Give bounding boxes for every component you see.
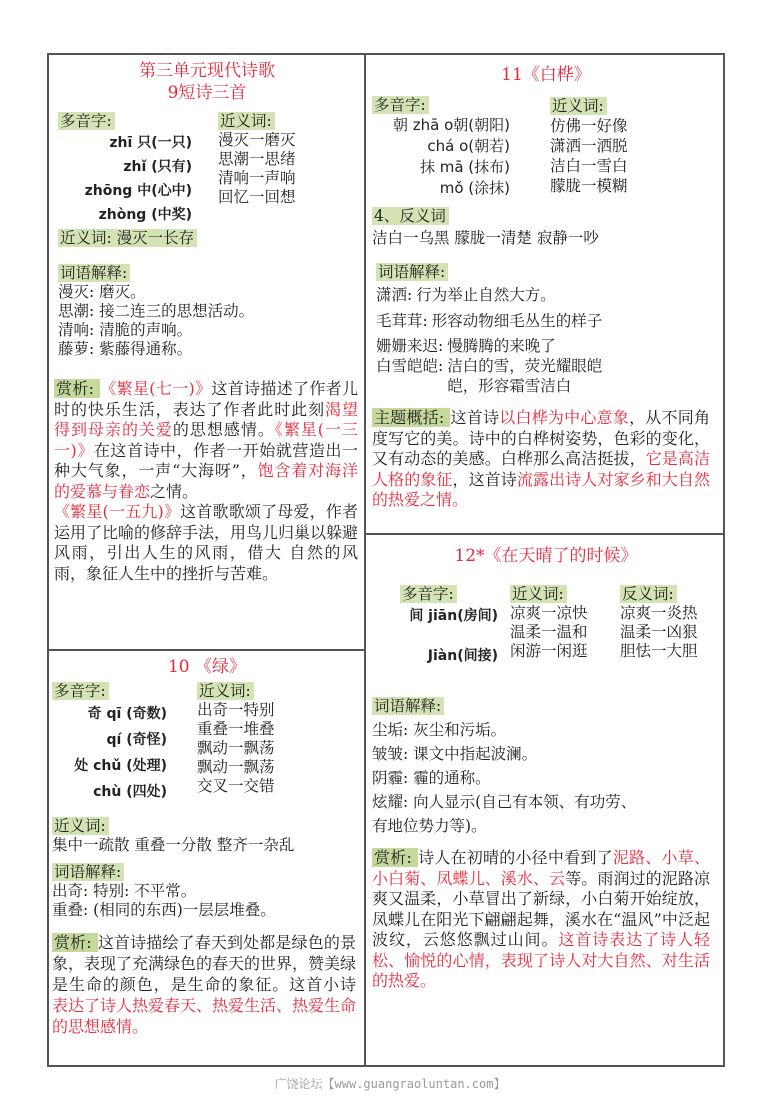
synonym-item: 清响一声响 [218,169,296,187]
polyphone-item: zhōng 中(心中) [84,183,192,199]
synonym-item: 交叉一交错 [197,777,275,795]
vocab-item: 炫耀: 向人显示(自己有本领、有功劳、 [372,793,637,811]
right-section-divider [365,533,725,535]
analysis-segment: 这首诗描述了作者儿时的快乐生活，表达了作者此时此刻 [54,379,358,419]
vocab-item: 藤萝: 紫藤得通称。 [58,340,193,358]
synonym-item: 飘动一飘荡 [197,758,275,776]
synonym-item: 朦胧一模糊 [550,177,628,195]
vocab-label: 词语解释: [58,264,130,282]
theme-segment: 以白桦为中心意象 [499,408,630,427]
synonym-item: 思潮一思绪 [218,150,296,168]
synonym-item: 重叠一堆叠 [197,720,275,738]
theme-label: 主题概括: [372,408,450,427]
footer-watermark: 广饶论坛【www.guangraoluntan.com】 [274,1077,506,1091]
analysis-segment: 《繁星(一五九)》 [54,502,181,521]
synonym-item: 飘动一飘荡 [197,739,275,757]
vocab-item: 有地位势力等)。 [372,817,487,835]
polyphone-item: 间 jiān(房间) [409,608,498,624]
polyphone-item: chù (四处) [93,784,167,800]
analysis-segment: 饱含着对海洋的爱慕与眷恋 [54,461,358,501]
vocab-item: 毛茸茸: 形容动物细毛丛生的样子 [376,312,603,330]
theme-segment: 它是高洁人格的象征 [372,449,710,489]
polyphone-item: chá o(朝若) [427,137,510,155]
vocab-item: 尘垢: 灰尘和污垢。 [372,721,507,739]
polyphone-item: Jiàn(间接) [427,648,498,664]
analysis-segment: 诗人在初晴的小径中看到了 [417,848,613,867]
antonyms-line: 集中一疏散 重叠一分散 整齐一杂乱 [52,836,295,854]
lesson-12-analysis [372,848,710,992]
analysis-segment: 这首诗描绘了春天到处都是绿色的景象，表现了充满绿色的春天的世界，赞美绿是生命的颜色，是生命的象征。这首小诗 [52,933,357,994]
vocab-item: 白雪皑皑: 洁白的雪，荧光耀眼皑皑，形容霜雪洁白 [376,357,603,395]
synonym-item: 洁白一雪白 [550,157,628,175]
vocab-item: 皱皱: 课文中指起波澜。 [372,745,538,763]
lesson-12-title: 12*《在天晴了的时候》 [454,546,638,566]
lesson-9-title: 9短诗三首 [167,83,247,103]
polyphone-item: qí (奇怪) [106,732,167,748]
polyphone-item: zhǐ (只有) [123,159,192,175]
polyphones-label: 多音字: [372,96,429,114]
lesson-9-analysis [54,379,358,584]
polyphone-item: 抹 mā (抹布) [419,158,510,176]
analysis-label: 赏析: [52,933,98,952]
analysis-segment: 《繁星(七一)》 [100,379,212,398]
synonyms-label: 近义词: [510,585,567,603]
vocab-item: 思潮: 接二连三的思想活动。 [58,302,255,320]
polyphone-item: 奇 qī (奇数) [87,706,167,722]
lesson-10-title: 10 《绿》 [167,657,247,677]
lesson-11-panel [370,64,722,511]
analysis-segment: 渴望得到母亲的关爱 [54,399,358,439]
antonyms-line: 洁白一乌黑 朦胧一清楚 寂静一吵 [372,229,599,247]
analysis-label: 赏析: [54,379,100,398]
synonym-item: 出奇一特别 [197,701,275,719]
vocab-item: 潇洒: 行为举止自然大方。 [376,286,556,304]
antonym-item: 温柔一凶狠 [620,623,698,641]
analysis-segment: 这首诗表达了诗人轻松、愉悦的心情，表现了诗人对大自然、对生活的热爱。 [372,930,710,990]
synonym-item: 仿佛一好像 [550,117,628,135]
vocab-item: 漫灭: 磨灭。 [58,283,146,301]
analysis-segment: 的思想感情。 [172,420,275,439]
vocab-label: 词语解释: [376,263,448,281]
vocab-label: 词语解释: [52,863,124,881]
column-divider [364,53,366,1067]
theme-segment: ，这首诗 [452,469,517,489]
polyphone-item: zhī 只(一只) [109,135,192,151]
lesson-11-theme [372,408,710,511]
polyphone-item: mǒ (涂抹) [439,179,510,197]
vocab-label: 词语解释: [372,697,444,715]
synonym-item: 漫灭一磨灭 [218,131,296,149]
polyphone-item: 处 chǔ (处理) [74,758,167,774]
antonyms-label: 4、反义词 [372,207,449,225]
antonyms-label: 反义词: [620,585,677,603]
polyphone-item: 朝 zhā o朝(朝阳) [393,116,510,134]
synonym-item: 凉爽一凉快 [510,604,588,622]
antonyms-label: 近义词: [52,817,109,835]
synonyms-label: 近义词: [550,97,607,115]
analysis-segment: 在这首诗中，作者一开始就营造出一种大气象，一声“大海呀”， [54,440,358,480]
vocab-item: 重叠: (相同的东西)一层层堆叠。 [52,901,276,919]
synonym-item: 温柔一温和 [510,623,588,641]
lesson-12-panel [370,545,722,992]
analysis-segment: 等。雨润过的泥路凉爽又温柔，小草冒出了新绿，小白菊开始绽放，凤蝶儿在阳光下翩翩起舞，溪水在“温风”中泛起波纹，云悠悠飘过山间。 [372,868,710,949]
polyphone-item: zhòng (中奖) [98,207,192,223]
lesson-11-title: 11《白桦》 [501,65,591,85]
antonym-item: 胆怯一大胆 [620,642,698,660]
synonyms-label: 近义词: [197,682,254,700]
synonym-extra: 近义词: 漫灭一长存 [58,229,197,247]
synonyms-label: 近义词: [218,112,275,130]
theme-segment: ，从不同角度写它的美。诗中的白桦树姿势，色彩的变化，又有动态的美感。白桦那么高洁挺拔， [372,408,710,468]
analysis-segment: 泥路、小草、小白菊、凤蝶儿、溪水、云 [372,848,710,888]
lesson-9-panel [52,60,362,584]
vocab-item: 出奇: 特别: 不平常。 [52,882,197,900]
unit-title: 第三单元现代诗歌 [139,61,275,81]
synonym-item: 闲游一闲逛 [510,642,588,660]
polyphones-label: 多音字: [52,682,109,700]
analysis-label: 赏析: [372,848,418,867]
analysis-segment: 这首歌歌颂了母爱，作者运用了比喻的修辞手法，用鸟儿归巢以躲避风雨，引出人生的风雨，借大 自然的风雨，象征人生中的挫折与苦难。 [54,502,359,583]
analysis-segment: 《繁星(一三一)》 [54,420,358,460]
left-section-divider [47,649,365,651]
theme-segment: 这首诗 [450,408,500,427]
analysis-segment: 表达了诗人热爱春天、热爱生活、热爱生命的思想感情。 [52,996,357,1036]
analysis-segment: 之情。 [150,481,199,501]
vocab-item: 阴霾: 霾的通称。 [372,769,491,787]
lesson-10-analysis [52,932,356,1037]
theme-segment: 流露出诗人对家乡和大自然的热爱之情。 [372,469,710,509]
polyphones-label: 多音字: [400,585,457,603]
polyphones-label: 多音字: [58,112,115,130]
antonym-item: 凉爽一炎热 [620,604,698,622]
lesson-10-panel [52,656,362,1037]
synonym-item: 潇洒一洒脱 [550,137,628,155]
vocab-item: 姗姗来迟: 慢腾腾的来晚了 [376,337,556,355]
synonym-item: 回忆一回想 [218,188,296,206]
vocab-item: 清响: 清脆的声响。 [58,321,193,339]
